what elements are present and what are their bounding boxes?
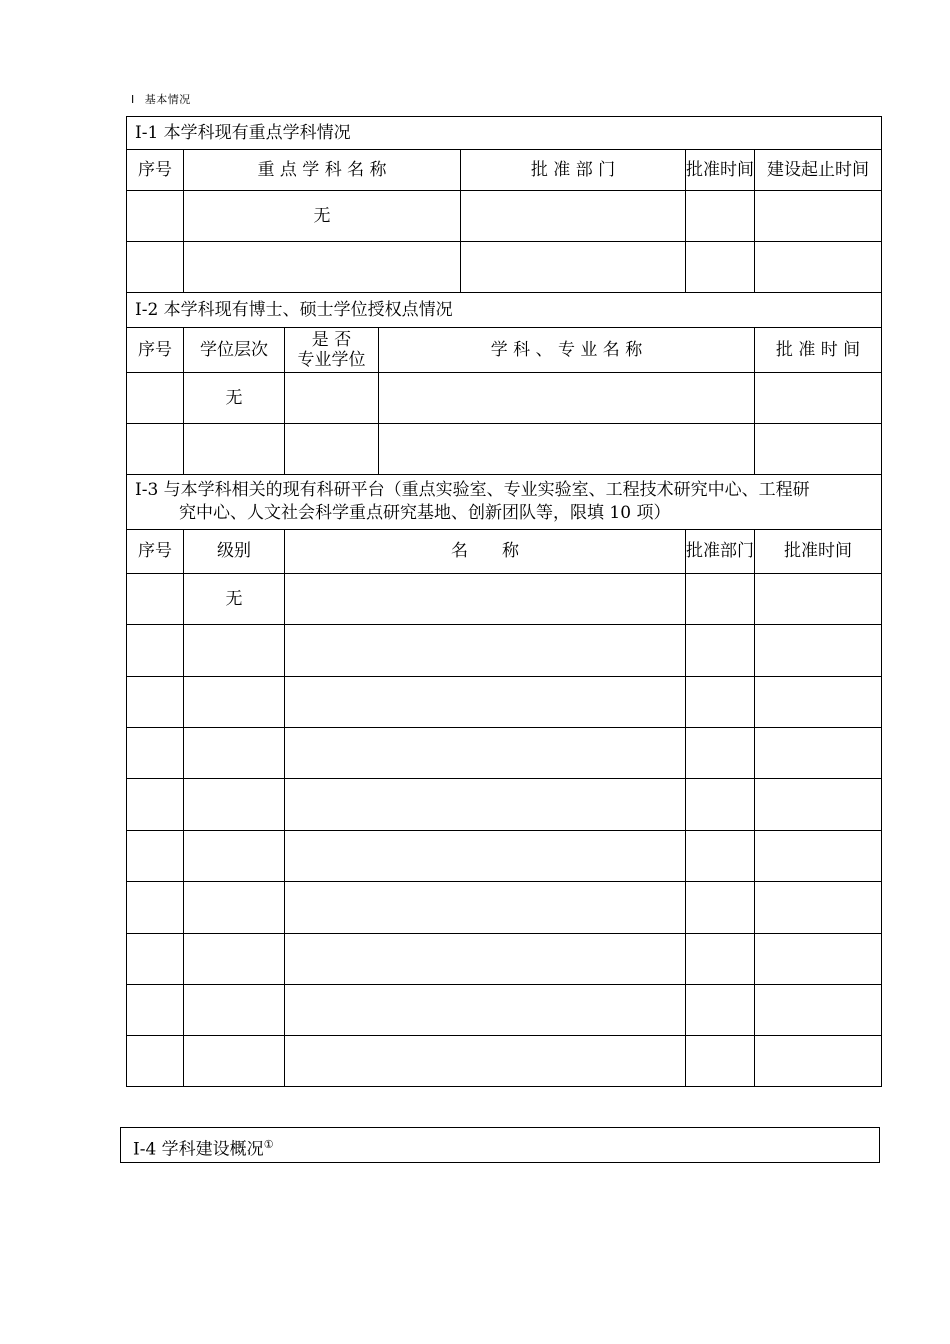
table-row <box>127 424 882 475</box>
s3-cell[interactable]: 无 <box>184 574 285 625</box>
basic-info-table <box>126 116 882 1087</box>
s2-cell[interactable] <box>285 424 379 475</box>
s3-cell[interactable] <box>184 625 285 677</box>
s3-cell[interactable] <box>285 985 686 1036</box>
s3-cell[interactable] <box>686 574 755 625</box>
table-row <box>127 373 882 424</box>
s3-cell[interactable] <box>686 728 755 779</box>
table-row <box>127 934 882 985</box>
s3-cell[interactable] <box>184 728 285 779</box>
s3-cell[interactable] <box>127 728 184 779</box>
s1-col-dept: 批 准 部 门 <box>461 150 686 191</box>
s3-cell[interactable] <box>755 882 882 934</box>
footnote-mark: ① <box>263 1138 274 1151</box>
s3-cell[interactable] <box>686 882 755 934</box>
s3-title-line2: 究中心、人文社会科学重点研究基地、创新团队等，限填 10 项） <box>179 503 671 523</box>
s3-cell[interactable] <box>686 779 755 831</box>
s3-cell[interactable] <box>755 728 882 779</box>
s3-cell[interactable] <box>755 677 882 728</box>
s1-col-index: 序号 <box>127 150 184 191</box>
s3-cell[interactable] <box>127 625 184 677</box>
s3-title <box>127 475 882 530</box>
s2-cell[interactable] <box>285 373 379 424</box>
s3-col-date: 批准时间 <box>755 530 882 574</box>
s1-col-period: 建设起止时间 <box>755 150 882 191</box>
s3-cell[interactable] <box>755 831 882 882</box>
table-row <box>127 625 882 677</box>
s3-cell[interactable] <box>755 574 882 625</box>
s2-col-subject: 学 科 、 专 业 名 称 <box>379 328 755 373</box>
s3-cell[interactable] <box>184 831 285 882</box>
s2-col-date: 批 准 时 间 <box>755 328 882 373</box>
s3-cell[interactable] <box>184 677 285 728</box>
s3-cell[interactable] <box>686 985 755 1036</box>
s3-cell[interactable] <box>285 779 686 831</box>
table-row <box>127 574 882 625</box>
s2-cell[interactable] <box>379 373 755 424</box>
s2-cell[interactable] <box>127 373 184 424</box>
s3-cell[interactable] <box>285 574 686 625</box>
s1-cell[interactable]: 无 <box>184 191 461 242</box>
table-row <box>127 831 882 882</box>
s1-cell[interactable] <box>461 242 686 293</box>
s3-col-index: 序号 <box>127 530 184 574</box>
table-row <box>127 242 882 293</box>
s1-col-date: 批准时间 <box>686 150 755 191</box>
table-row <box>127 779 882 831</box>
s4-title: Ⅰ-4 学科建设概况 <box>133 1139 264 1160</box>
s3-cell[interactable] <box>184 882 285 934</box>
s3-cell[interactable] <box>127 574 184 625</box>
s4-box <box>120 1127 880 1163</box>
s1-cell[interactable] <box>127 191 184 242</box>
s3-cell[interactable] <box>285 831 686 882</box>
s3-cell[interactable] <box>127 779 184 831</box>
s3-cell[interactable] <box>755 1036 882 1087</box>
s3-cell[interactable] <box>285 1036 686 1087</box>
s3-cell[interactable] <box>184 1036 285 1087</box>
s3-cell[interactable] <box>184 985 285 1036</box>
s3-cell[interactable] <box>686 934 755 985</box>
s1-cell[interactable] <box>686 242 755 293</box>
section-heading <box>131 91 191 107</box>
s3-cell[interactable] <box>127 985 184 1036</box>
s3-cell[interactable] <box>127 831 184 882</box>
s2-col-professional-line1: 是 否 <box>311 329 352 350</box>
s2-col-index: 序号 <box>127 328 184 373</box>
heading-title: 基本情况 <box>144 93 191 106</box>
s3-cell[interactable] <box>127 677 184 728</box>
s3-cell[interactable] <box>755 985 882 1036</box>
s2-col-professional <box>285 328 379 373</box>
table-row <box>127 985 882 1036</box>
s3-col-dept: 批准部门 <box>686 530 755 574</box>
s3-cell[interactable] <box>285 625 686 677</box>
s2-cell[interactable] <box>755 373 882 424</box>
s3-cell[interactable] <box>686 677 755 728</box>
s3-cell[interactable] <box>285 728 686 779</box>
s1-cell[interactable] <box>127 242 184 293</box>
table-row <box>127 1036 882 1087</box>
heading-marker: Ⅰ <box>131 93 135 106</box>
table-row <box>127 882 882 934</box>
s2-cell[interactable] <box>379 424 755 475</box>
s1-cell[interactable] <box>184 242 461 293</box>
s2-cell[interactable]: 无 <box>184 373 285 424</box>
s3-title-line1: Ⅰ-3 与本学科相关的现有科研平台（重点实验室、专业实验室、工程技术研究中心、工程研 <box>135 480 810 501</box>
s3-cell[interactable] <box>686 831 755 882</box>
s1-cell[interactable] <box>686 191 755 242</box>
s1-cell[interactable] <box>755 242 882 293</box>
s3-cell[interactable] <box>184 934 285 985</box>
s2-cell[interactable] <box>127 424 184 475</box>
s2-col-professional-line2: 专业学位 <box>297 350 366 370</box>
s3-cell[interactable] <box>755 625 882 677</box>
s3-cell[interactable] <box>755 779 882 831</box>
table-row <box>127 728 882 779</box>
s2-title: Ⅰ-2 本学科现有博士、硕士学位授权点情况 <box>127 293 882 328</box>
s3-cell[interactable] <box>184 779 285 831</box>
s3-cell[interactable] <box>127 1036 184 1087</box>
s1-cell[interactable] <box>755 191 882 242</box>
s1-title: Ⅰ-1 本学科现有重点学科情况 <box>127 117 882 150</box>
s1-col-name: 重 点 学 科 名 称 <box>184 150 461 191</box>
s1-cell[interactable] <box>461 191 686 242</box>
table-row <box>127 191 882 242</box>
s2-cell[interactable] <box>755 424 882 475</box>
s3-cell[interactable] <box>285 882 686 934</box>
s3-cell[interactable] <box>285 677 686 728</box>
s3-cell[interactable] <box>127 934 184 985</box>
s2-cell[interactable] <box>184 424 285 475</box>
s3-col-level: 级别 <box>184 530 285 574</box>
s2-col-level: 学位层次 <box>184 328 285 373</box>
s3-cell[interactable] <box>127 882 184 934</box>
s3-cell[interactable] <box>686 1036 755 1087</box>
table-row <box>127 677 882 728</box>
s3-cell[interactable] <box>285 934 686 985</box>
s3-col-name: 名 称 <box>285 530 686 574</box>
s3-cell[interactable] <box>755 934 882 985</box>
s3-cell[interactable] <box>686 625 755 677</box>
